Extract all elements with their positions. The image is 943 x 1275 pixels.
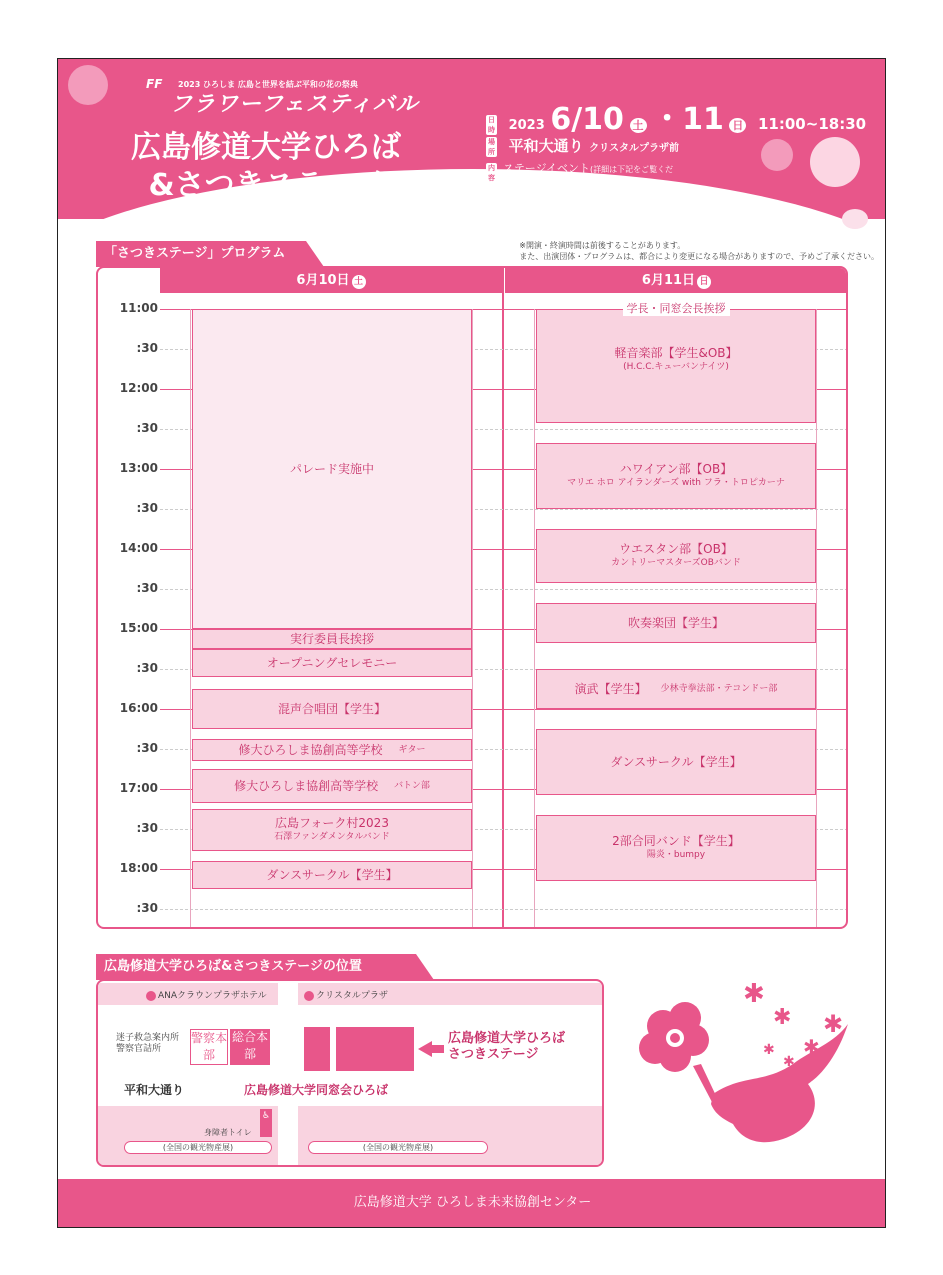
place-row — [486, 135, 679, 157]
festival-title: フラワーフェスティバル — [170, 92, 419, 117]
expo-left: (全国の観光物産展) — [124, 1141, 272, 1154]
day1-badge: 土 — [352, 275, 366, 289]
event-wind — [536, 603, 816, 643]
flower-icon — [810, 137, 860, 187]
crystal-plaza — [304, 988, 388, 1001]
event-dance — [192, 861, 472, 889]
content-line1: ステージイベント — [503, 162, 591, 175]
place-tag: 場所 — [488, 137, 495, 156]
page-title-line2: &さつきステージ — [148, 168, 384, 203]
arrow-label-line1: 広島修道大学ひろば — [448, 1031, 566, 1046]
event-guitar — [192, 739, 472, 761]
program-tab: 「さつきステージ」プログラム — [96, 241, 306, 267]
event-band — [536, 815, 816, 881]
content-tag: 内容 — [486, 163, 497, 187]
day2-label: 6月11日 — [641, 273, 696, 288]
location-dot-icon — [146, 991, 156, 1001]
stage-block — [304, 1027, 330, 1071]
event-dance2 — [536, 729, 816, 795]
svg-text:✱: ✱ — [743, 979, 765, 1009]
time-range: 11:00~18:30 — [758, 115, 867, 133]
timetable — [96, 266, 848, 929]
petal-icon — [842, 209, 868, 229]
place-main: 平和大通り — [508, 137, 584, 155]
event-president — [536, 302, 816, 423]
time-label: 11:00 — [119, 301, 158, 315]
event-subtitle: (H.C.C.キューバンナイツ) — [623, 362, 729, 372]
date-row — [486, 94, 866, 138]
column-guide — [190, 309, 191, 929]
place-sub: クリスタルプラザ前 — [589, 143, 679, 154]
svg-text:✱: ✱ — [803, 1035, 820, 1059]
ana-hotel-label: ANAクラウンプラザホテル — [158, 991, 267, 1001]
column-guide — [472, 309, 473, 929]
ana-hotel — [146, 988, 267, 1001]
date-sun-badge: 日 — [729, 118, 746, 133]
event-parade — [192, 309, 472, 629]
time-label: 12:00 — [119, 381, 158, 395]
stage-arrow-label — [448, 1031, 565, 1063]
event-martial — [536, 669, 816, 709]
note-line1: ※開演・終演時間は前後することがあります。 — [519, 241, 686, 250]
event-title: ダンスサークル【学生】 — [610, 755, 742, 769]
footer: 広島修道大学 ひろしま未来協創センター — [58, 1179, 886, 1227]
event-subtitle: マリエ ホロ アイランダーズ with フラ・トロピカーナ — [567, 478, 785, 488]
date-second: ・11 — [652, 102, 724, 137]
event-title: ハワイアン部【OB】 — [619, 462, 733, 476]
event-opening — [192, 649, 472, 677]
time-label: 15:00 — [119, 621, 158, 635]
day2-badge: 日 — [697, 275, 711, 289]
festival-logo: FF — [146, 77, 163, 91]
info-desk — [116, 1033, 179, 1055]
event-hawaiian — [536, 443, 816, 509]
time-label: :30 — [136, 421, 158, 435]
time-label: :30 — [136, 821, 158, 835]
svg-text:✱: ✱ — [763, 1042, 775, 1058]
column-guide — [534, 309, 535, 929]
road-strip — [98, 1106, 604, 1166]
flower-icon — [761, 139, 793, 171]
main-hq: 総合本部 — [230, 1029, 270, 1065]
event-choir — [192, 689, 472, 729]
info-line2: 警察官詰所 — [116, 1044, 162, 1054]
time-label: :30 — [136, 581, 158, 595]
event-title: パレード実施中 — [289, 462, 374, 476]
time-label: :30 — [136, 901, 158, 915]
festival-tagline: 2023 ひろしま 広島と世界を結ぶ平和の花の祭典 — [178, 80, 358, 89]
date-tag: 日時 — [488, 115, 495, 134]
road-name: 平和大通り — [124, 1083, 185, 1097]
time-label: 18:00 — [119, 861, 158, 875]
police-hq: 警察本部 — [190, 1029, 228, 1065]
time-label: 17:00 — [119, 781, 158, 795]
arrow-left-icon — [418, 1041, 432, 1057]
event-subtitle: バトン部 — [394, 781, 430, 791]
flower-icon — [68, 65, 108, 105]
expo-right: (全国の観光物産展) — [308, 1141, 488, 1154]
arrow-shaft — [432, 1045, 444, 1053]
time-label: :30 — [136, 341, 158, 355]
content-line2: Shudo Caféなど — [486, 188, 572, 201]
location-dot-icon — [304, 991, 314, 1001]
event-subtitle: カントリーマスターズOBバンド — [611, 558, 741, 568]
grid-line — [160, 909, 848, 910]
map-tab: 広島修道大学ひろば&さつきステージの位置 — [96, 954, 416, 980]
event-title: 軽音楽部【学生&OB】 — [614, 346, 738, 360]
venue-map — [96, 979, 604, 1167]
event-subtitle: 少林寺拳法部・テコンドー部 — [660, 684, 778, 694]
plaza-block — [336, 1027, 414, 1071]
event-title: ダンスサークル【学生】 — [266, 868, 398, 882]
event-baton — [192, 769, 472, 803]
page-title — [96, 129, 436, 205]
event-subtitle: 石澤ファンダメンタルバンド — [274, 832, 390, 842]
crystal-plaza-label: クリスタルプラザ — [316, 991, 388, 1001]
event-title: 演武【学生】 — [574, 682, 647, 696]
day2-header — [505, 268, 848, 293]
date-year: 2023 — [508, 118, 545, 133]
event-title: 混声合唱団【学生】 — [277, 702, 386, 716]
event-title: 修大ひろしま協創高等学校 — [238, 743, 383, 757]
content-row — [486, 163, 675, 201]
program-note — [519, 240, 879, 262]
time-label: :30 — [136, 501, 158, 515]
toilet-label: 身障者トイレ — [204, 1128, 252, 1137]
event-title: 学長・同窓会長挨拶 — [623, 302, 730, 316]
event-title: オープニングセレモニー — [266, 656, 398, 670]
time-label: :30 — [136, 661, 158, 675]
event-title: 修大ひろしま協創高等学校 — [234, 779, 379, 793]
event-subtitle: ギター — [398, 745, 426, 755]
column-guide — [816, 309, 817, 929]
time-label: 16:00 — [119, 701, 158, 715]
event-title: 実行委員長挨拶 — [289, 632, 374, 646]
event-title: ウエスタン部【OB】 — [619, 542, 733, 556]
note-line2: また、出演団体・プログラムは、都合により変更になる場合がありますので、予めご了承ください。 — [519, 252, 879, 261]
page-title-line1: 広島修道大学ひろば — [131, 130, 401, 165]
accessible-toilet-icon: ♿ — [260, 1109, 272, 1137]
event-title: 2部合同バンド【学生】 — [612, 834, 740, 848]
event-western — [536, 529, 816, 583]
svg-text:✱: ✱ — [783, 1054, 795, 1070]
arrow-label-line2: さつきステージ — [448, 1047, 539, 1062]
info-line1: 迷子救急案内所 — [116, 1033, 180, 1043]
flyer — [57, 58, 886, 1228]
date-main: 6/10 — [550, 102, 624, 137]
event-title: 広島フォーク村2023 — [275, 816, 389, 830]
time-label: 14:00 — [119, 541, 158, 555]
svg-text:✱: ✱ — [823, 1010, 844, 1038]
date-sat-badge: 土 — [630, 118, 647, 133]
svg-text:✱: ✱ — [773, 1005, 792, 1030]
dove-illustration — [623, 954, 863, 1154]
day1-header — [160, 268, 502, 293]
event-folk — [192, 809, 472, 851]
event-title: 吹奏楽団【学生】 — [627, 616, 724, 630]
content-note: (詳細は下記をご覧ください) — [503, 165, 674, 187]
alumni-plaza: 広島修道大学同窓会ひろば — [244, 1083, 389, 1097]
time-label: 13:00 — [119, 461, 158, 475]
day1-label: 6月10日 — [296, 273, 350, 288]
cross-street — [278, 981, 298, 1167]
time-label: :30 — [136, 741, 158, 755]
event-greeting — [192, 629, 472, 649]
dove-icon — [711, 1024, 848, 1142]
event-subtitle: 陽炎・bumpy — [646, 850, 706, 860]
